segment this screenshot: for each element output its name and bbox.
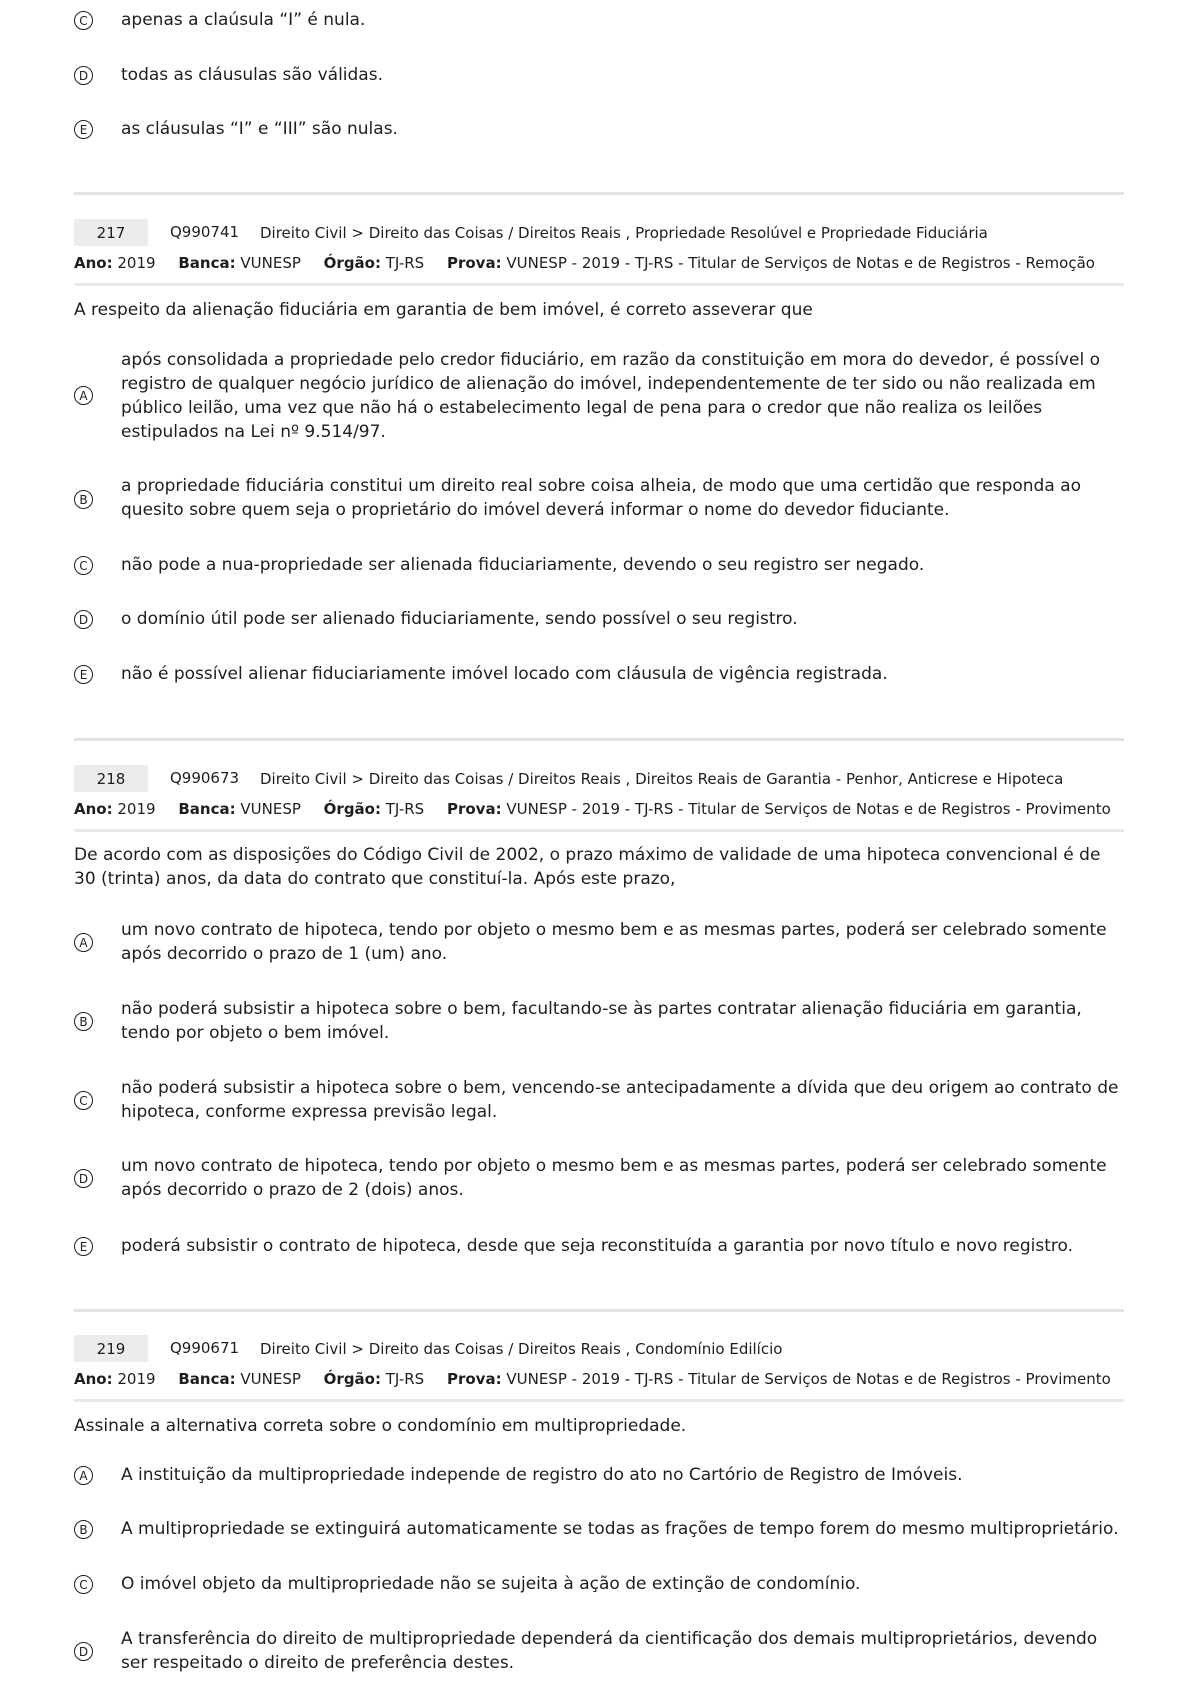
option-a[interactable]	[0, 1463, 1190, 1487]
option-c[interactable]	[0, 1076, 1190, 1124]
option-text: A transferência do direito de multipropriedade dependerá da cientificação dos demais multiproprietários, devendo ser respeitado o direito de preferência destes.	[121, 1629, 1098, 1673]
option-text: não poderá subsistir a hipoteca sobre o bem, facultando-se às partes contratar alienação fiduciária em garantia, tendo por objeto o bem imóvel.	[121, 999, 1082, 1043]
option-d[interactable]	[0, 1627, 1190, 1675]
question-id-link[interactable]: Q990671	[170, 1339, 240, 1357]
option-e[interactable]	[0, 117, 1190, 141]
orgao-value: TJ-RS	[385, 1370, 425, 1388]
option-text: após consolidada a propriedade pelo credor fiduciário, em razão da constituição em mora do devedor, é possível o registro de qualquer negócio jurídico de alienação do imóvel, independentemente de ter sido ou não realizada em público leilão, uma vez que não há o estabelecimento legal de pena para o credor que não realiza os leilões estipulados na Lei nº 9.514/97.	[121, 350, 1101, 442]
orgao-value: TJ-RS	[385, 254, 425, 272]
option-letter-badge: C	[74, 556, 93, 575]
banca-value: VUNESP	[240, 800, 301, 818]
option-c[interactable]	[0, 553, 1190, 577]
prova-label: Prova:	[446, 1370, 502, 1388]
option-text: apenas a claúsula “I” é nula.	[121, 10, 366, 30]
option-d[interactable]	[0, 1154, 1190, 1202]
banca-value: VUNESP	[240, 1370, 301, 1388]
ano-label: Ano:	[74, 800, 113, 818]
question-category: Direito Civil > Direito das Coisas / Direitos Reais , Direitos Reais de Garantia - Penhor, Anticrese e Hipoteca	[260, 770, 1064, 788]
question-meta	[74, 800, 1111, 818]
option-letter-badge: E	[74, 120, 93, 139]
option-c[interactable]	[0, 8, 1190, 32]
option-letter-badge: D	[74, 610, 93, 629]
ano-label: Ano:	[74, 1370, 113, 1388]
prova-label: Prova:	[446, 254, 502, 272]
banca-label: Banca:	[178, 254, 236, 272]
option-e[interactable]	[0, 662, 1190, 686]
option-text: todas as cláusulas são válidas.	[121, 65, 383, 85]
meta-divider	[74, 829, 1124, 832]
option-letter-badge: B	[74, 490, 93, 509]
option-letter-badge: D	[74, 1642, 93, 1661]
option-letter-badge: D	[74, 66, 93, 85]
question-meta	[74, 1370, 1111, 1388]
option-letter-badge: A	[74, 1466, 93, 1485]
ano-value: 2019	[117, 1370, 156, 1388]
option-c[interactable]	[0, 1572, 1190, 1596]
question-category: Direito Civil > Direito das Coisas / Direitos Reais , Propriedade Resolúvel e Propriedade Fiduciária	[260, 224, 988, 242]
option-letter-badge: B	[74, 1520, 93, 1539]
question-meta	[74, 254, 1095, 272]
option-text: as cláusulas “I” e “III” são nulas.	[121, 119, 398, 139]
ano-label: Ano:	[74, 254, 113, 272]
question-separator	[74, 738, 1124, 741]
option-d[interactable]	[0, 607, 1190, 631]
meta-divider	[74, 283, 1124, 286]
option-text: um novo contrato de hipoteca, tendo por objeto o mesmo bem e as mesmas partes, poderá ser celebrado somente após decorrido o prazo de 1 (um) ano.	[121, 920, 1107, 964]
option-text: não poderá subsistir a hipoteca sobre o bem, vencendo-se antecipadamente a dívida que deu origem ao contrato de hipoteca, conforme expressa previsão legal.	[121, 1078, 1119, 1122]
ano-value: 2019	[117, 800, 156, 818]
question-number: 217	[74, 219, 148, 246]
ano-value: 2019	[117, 254, 156, 272]
option-text: não é possível alienar fiduciariamente imóvel locado com cláusula de vigência registrada.	[121, 664, 888, 684]
question-separator	[74, 1309, 1124, 1312]
orgao-value: TJ-RS	[385, 800, 425, 818]
option-b[interactable]	[0, 997, 1190, 1045]
option-d[interactable]	[0, 63, 1190, 87]
option-text: O imóvel objeto da multipropriedade não se sujeita à ação de extinção de condomínio.	[121, 1574, 861, 1594]
question-id-link[interactable]: Q990673	[170, 769, 240, 787]
option-text: poderá subsistir o contrato de hipoteca, desde que seja reconstituída a garantia por novo título e novo registro.	[121, 1236, 1074, 1256]
orgao-label: Órgão:	[323, 254, 381, 272]
option-letter-badge: E	[74, 665, 93, 684]
option-text: A instituição da multipropriedade independe de registro do ato no Cartório de Registro de Imóveis.	[121, 1465, 963, 1485]
banca-label: Banca:	[178, 800, 236, 818]
option-text: a propriedade fiduciária constitui um direito real sobre coisa alheia, de modo que uma certidão que responda ao quesito sobre quem seja o proprietário do imóvel deverá informar o nome do devedor fiduciante.	[121, 476, 1081, 520]
option-letter-badge: A	[74, 386, 93, 405]
question-separator	[74, 192, 1124, 195]
option-text: o domínio útil pode ser alienado fiduciariamente, sendo possível o seu registro.	[121, 609, 798, 629]
option-b[interactable]	[0, 1517, 1190, 1541]
option-letter-badge: D	[74, 1169, 93, 1188]
option-e[interactable]	[0, 1234, 1190, 1258]
question-statement: A respeito da alienação fiduciária em garantia de bem imóvel, é correto asseverar que	[74, 300, 813, 320]
question-statement: De acordo com as disposições do Código Civil de 2002, o prazo máximo de validade de uma hipoteca convencional é de 30 (trinta) anos, da data do contrato que constituí-la. Após este prazo,	[74, 845, 1101, 889]
option-a[interactable]	[0, 348, 1190, 444]
question-number: 218	[74, 765, 148, 792]
prova-value: VUNESP - 2019 - TJ-RS - Titular de Serviços de Notas e de Registros - Provimento	[506, 1370, 1111, 1388]
question-id-link[interactable]: Q990741	[170, 223, 240, 241]
option-letter-badge: A	[74, 933, 93, 952]
option-letter-badge: C	[74, 1091, 93, 1110]
question-number: 219	[74, 1335, 148, 1362]
option-letter-badge: B	[74, 1012, 93, 1031]
banca-label: Banca:	[178, 1370, 236, 1388]
option-text: um novo contrato de hipoteca, tendo por objeto o mesmo bem e as mesmas partes, poderá ser celebrado somente após decorrido o prazo de 2 (dois) anos.	[121, 1156, 1107, 1200]
meta-divider	[74, 1399, 1124, 1402]
banca-value: VUNESP	[240, 254, 301, 272]
prova-value: VUNESP - 2019 - TJ-RS - Titular de Serviços de Notas e de Registros - Provimento	[506, 800, 1111, 818]
option-text: não pode a nua-propriedade ser alienada fiduciariamente, devendo o seu registro ser negado.	[121, 555, 925, 575]
option-b[interactable]	[0, 474, 1190, 522]
option-letter-badge: C	[74, 1575, 93, 1594]
question-statement: Assinale a alternativa correta sobre o condomínio em multipropriedade.	[74, 1416, 687, 1436]
prova-value: VUNESP - 2019 - TJ-RS - Titular de Serviços de Notas e de Registros - Remoção	[506, 254, 1095, 272]
orgao-label: Órgão:	[323, 800, 381, 818]
option-a[interactable]	[0, 918, 1190, 966]
option-letter-badge: E	[74, 1237, 93, 1256]
question-category: Direito Civil > Direito das Coisas / Direitos Reais , Condomínio Edilício	[260, 1340, 783, 1358]
orgao-label: Órgão:	[323, 1370, 381, 1388]
option-letter-badge: C	[74, 11, 93, 30]
prova-label: Prova:	[446, 800, 502, 818]
option-text: A multipropriedade se extinguirá automaticamente se todas as frações de tempo forem do mesmo multiproprietário.	[121, 1519, 1119, 1539]
